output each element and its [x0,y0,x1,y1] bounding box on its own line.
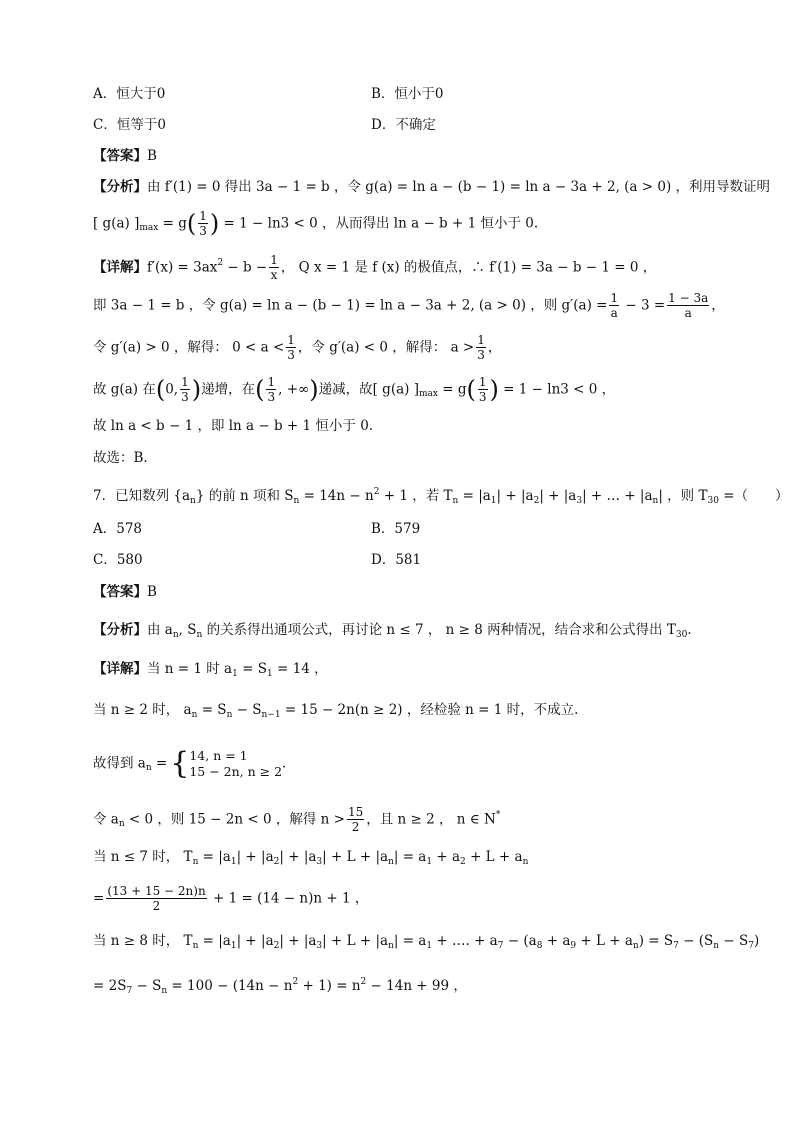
q7-detail-line-4: 令 $a_n < 0$ ，则 15 − 2n < 0 ，解得 n > $\frac{15}{2}$ ，且 n ≥ 2 ， n ∈ N* [93,805,501,834]
q7-detail-line-7: 当 n ≥ 8 时， $T_n = |a_1| + |a_2| + |a_3| + L + |a_n| = a_1$ + …. + $a_7 - (a_8 + a_9 + L + a_n) = S_7 - (S_n - S_7)$ [93,933,760,951]
analysis-line-2: [ g(a) ]$_{max} = g$( $\frac{1}{3}$ ) = 1 − ln3 < 0 ，从而得出 ln a − b + 1 恒小于 0. [93,209,539,238]
q7-option-c: C．580 [93,552,143,568]
choose-line: 故选：B. [93,450,148,466]
option-b: B．恒小于0 [371,86,444,102]
option-c: C．恒等于0 [93,117,166,133]
detail-line-4: 故 g(a) 在(0, $\frac{1}{3}$ )递增，在( $\frac{1}{3}$ , +∞)递减，故[ g(a) ]$_{max} = g$( $\frac{1}{3}$ ) = 1 − ln3 < 0 ， [93,375,616,404]
q7-analysis-line: 【分析】由 $a_n$, $S_n$ 的关系得出通项公式，再讨论 n ≤ 7 ， n ≥ 8 两种情况，结合求和公式得出 $T_{30}$. [93,622,692,640]
q7-option-b: B．579 [371,521,421,537]
q7-detail-line-6: = $\frac{(13 + 15 - 2n)n}{2}$ + 1 = (14 − n)n + 1 ， [93,884,369,913]
q7-option-d: D．581 [371,552,422,568]
detail-tag: 【详解】 [93,259,147,276]
q7-detail-line-5: 当 n ≤ 7 时， $T_n = |a_1| + |a_2| + |a_3| + L + |a_n| = a_1 + a_2 + L + a_n$ [93,849,529,867]
option-a: A．恒大于0 [93,86,166,102]
answer-tag: 【答案】 [93,148,147,164]
detail-line-2: 即 3a − 1 = b ，令 g(a) = ln a − (b − 1) = ln a − 3a + 2, (a > 0) ，则 g′(a) = $\frac{1}{a}$ − 3 = $\frac{1 - 3a}{a}$ ， [93,291,725,320]
piecewise-brace: { 14, n = 1 15 − 2n, n ≥ 2 [170,746,283,781]
q7-detail-line-8: = $2S_7 - S_n = 100 - (14n - n^2 + 1) = n^2 - 14n + 99$ ， [93,977,467,996]
answer-value: B [147,148,157,164]
q7-answer-value: B [147,584,157,600]
answer-line [93,146,157,166]
q7-detail-line-3: 故得到 $a_n$ = { 14, n = 1 15 − 2n, n ≥ 2 . [93,746,287,781]
detail-line-5: 故 ln a < b − 1 ，即 ln a − b + 1 恒小于 0. [93,418,374,434]
fraction-one-over-x: $\frac{1}{x}$ [270,253,278,282]
detail-line-1: 【详解】$f'(x) = 3ax^2 - b$ − $\frac{1}{x}$ ， Q x = 1 是 f (x) 的极值点，∴ f′(1) = 3a − b − 1 = 0 ， [93,253,657,282]
q7-detail-line-2: 当 n ≥ 2 时， $a_n = S_n - S_{n-1} = 15 - 2n(n \ge 2)$ ，经检验 n = 1 时，不成立. [93,702,579,720]
fraction-sum: $\frac{(13 + 15 - 2n)n}{2}$ [107,884,206,913]
fraction-1-3a-over-a: $\frac{1 - 3a}{a}$ [668,291,709,320]
option-d: D．不确定 [371,117,436,133]
analysis-line-1 [93,177,770,197]
q7-option-a: A．578 [93,521,143,537]
q7-stem: 7．已知数列 $\{a_n\}$ 的前 n 项和 $S_n = 14n - n^2 + 1$ ，若 $T_n = |a_1| + |a_2| + |a_3|$ + … + $|a_n|$ ，则 $T_{30}$ =（ ） [93,487,789,506]
detail-line-3: 令 g′(a) > 0 ，解得： 0 < a < $\frac{1}{3}$ ，令 g′(a) < 0 ，解得： a > $\frac{1}{3}$ ， [93,333,502,362]
fraction-one-third: $\frac{1}{3}$ [199,209,207,238]
analysis-tag: 【分析】 [93,179,147,195]
q7-answer-line: 【答案】B [93,584,157,600]
analysis-text-1: 由 f′(1) = 0 得出 3a − 1 = b ，令 g(a) = ln a − (b − 1) = ln a − 3a + 2, (a > 0) ，利用导数证明 [147,179,771,195]
fraction-15-over-2: $\frac{15}{2}$ [347,805,364,834]
q7-detail-line-1: 【详解】当 n = 1 时 $a_1 = S_1 = 14$ ， [93,661,328,679]
fraction-one-over-a: $\frac{1}{a}$ [610,291,619,320]
